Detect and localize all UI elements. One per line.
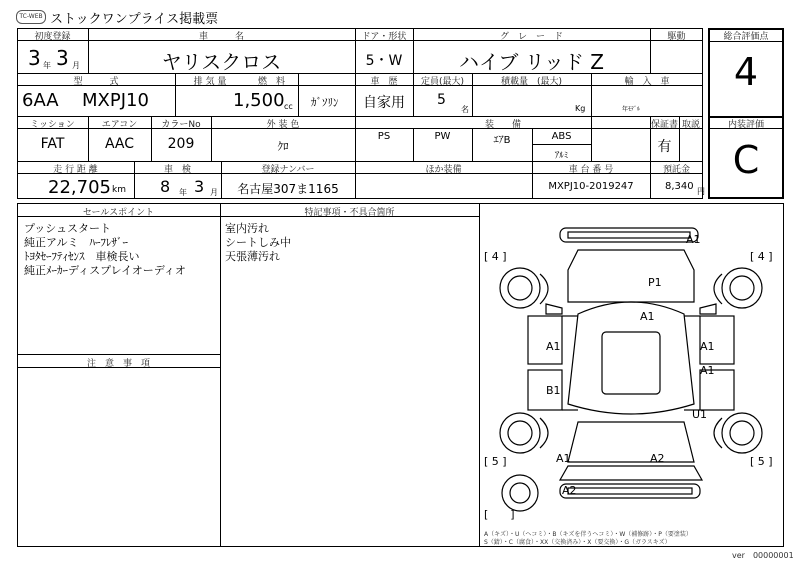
capacity-unit: 名 — [461, 105, 469, 114]
model-code: MXPJ10 — [82, 90, 149, 111]
capacity-header: 定員(最大) — [420, 77, 465, 87]
list-item: 室内汚れ — [225, 222, 269, 235]
license-plate: 名古屋307ま1165 — [237, 182, 339, 196]
list-item: プッシュスタート — [24, 222, 112, 235]
inspection-month: 3 — [194, 177, 205, 196]
equip-ps: PS — [377, 131, 391, 142]
month-unit: 月 — [72, 61, 80, 70]
displacement: 1,500 — [233, 90, 285, 111]
version: ver 00000001 — [732, 551, 794, 560]
mileage-header: 走 行 距 離 — [53, 165, 98, 175]
special-notes-list — [225, 222, 291, 264]
damage-mark: A1 — [640, 310, 655, 323]
damage-mark: A2 — [650, 452, 665, 465]
sales-points-list — [24, 222, 186, 278]
insp-month-unit: 月 — [210, 188, 218, 197]
color-no-header: カラーNo — [161, 120, 201, 130]
damage-mark: A1 — [700, 340, 715, 353]
mileage: 22,705 — [48, 177, 111, 198]
fuel-header: 燃 料 — [257, 77, 285, 87]
damage-mark: U1 — [692, 408, 708, 421]
model-prefix: 6AA — [22, 90, 59, 111]
damage-mark: B1 — [546, 384, 561, 397]
door-type: 5・W — [365, 53, 403, 69]
spare-tire: [ ] — [484, 508, 515, 521]
page-title: ストックワンプライス掲載票 — [50, 12, 219, 27]
import-header: 輸 入 車 — [624, 77, 670, 87]
deposit-header: 預託金 — [662, 165, 690, 175]
ext-color-header: 外 装 色 — [266, 120, 300, 130]
other-equip-header: ほか装備 — [425, 165, 462, 175]
damage-mark: P1 — [648, 276, 662, 289]
list-item: 天張薄汚れ — [225, 250, 280, 263]
damage-mark: A1 — [700, 364, 715, 377]
plate-header: 登録ナンバー — [261, 165, 315, 175]
displacement-header-text: 排 気 量 — [193, 77, 227, 87]
caution-heading: 注 意 事 項 — [86, 359, 150, 369]
car-name: ヤリスクロス — [161, 50, 282, 74]
ext-color: ｸﾛ — [277, 140, 289, 153]
displacement-header — [175, 74, 298, 87]
interior-score-header: 内装評価 — [727, 120, 764, 130]
drive-header: 駆動 — [667, 32, 686, 42]
damage-mark: A1 — [556, 452, 571, 465]
aircon-header: エアコン — [101, 120, 138, 130]
equip-alloy: ｱﾙﾐ — [554, 151, 569, 161]
first-reg-header: 初度登録 — [34, 32, 71, 42]
chassis-number: MXPJ10-2019247 — [548, 181, 634, 192]
inspection-header: 車 検 — [163, 165, 191, 175]
fuel: ｶﾞｿﾘﾝ — [311, 96, 339, 109]
legend-line-2: S（錆）・C（腐食）・XX（交換済み）・X（要交換）・G（ガラスキズ） — [484, 539, 671, 546]
list-item: 純正ﾒｰｶｰディスプレイオーディオ — [24, 264, 186, 277]
list-item: ﾄﾖﾀｾｰﾌﾃｨｾﾝｽ 車検長い — [24, 250, 140, 263]
tire-rear-right: [ 5 ] — [750, 455, 773, 468]
category-header: 車 歴 — [370, 77, 398, 87]
first-reg-year: 3 — [28, 46, 41, 70]
damage-diagram — [480, 204, 783, 546]
deposit: 8,340 — [665, 181, 694, 192]
mileage-unit: km — [112, 185, 126, 195]
sales-points-heading: セールスポイント — [82, 208, 155, 218]
disp-unit: cc — [284, 102, 293, 111]
overall-score: 4 — [733, 50, 759, 94]
warranty-header: 保証書 — [650, 120, 678, 130]
equip-pw: PW — [434, 131, 451, 142]
tire-rear-left: [ 5 ] — [484, 455, 507, 468]
logo: TC-WEB — [16, 10, 46, 24]
equip-airbag: ｴｱB — [493, 135, 511, 146]
aircon: AAC — [104, 136, 135, 152]
damage-mark: A1 — [686, 233, 701, 246]
manual-header: 取説 — [681, 120, 700, 130]
list-item: シートしみ中 — [225, 236, 291, 249]
legend-line-1: A（キズ）・U（ヘコミ）・B（キズを伴うヘコミ）・W（補修跡）・P（要塗装） — [484, 531, 692, 538]
vehicle-category: 自家用 — [363, 95, 405, 111]
car-name-header: 車 名 — [198, 32, 244, 42]
grade: ハイブ リッド Z — [458, 50, 605, 74]
list-item: 純正アルミ ﾊｰﾌﾚｻﾞｰ — [24, 236, 129, 249]
mission: FAT — [40, 136, 65, 152]
warranty: 有 — [657, 139, 672, 155]
mission-header: ミッション — [30, 120, 75, 130]
damage-mark: A2 — [562, 484, 577, 497]
color-no: 209 — [167, 136, 195, 152]
equipment-header: 装 備 — [484, 120, 521, 130]
load-unit: Kg — [575, 104, 586, 113]
interior-score: C — [732, 138, 760, 182]
equip-abs: ABS — [551, 131, 572, 142]
year-unit: 年 — [43, 61, 51, 70]
deposit-unit: 円 — [697, 187, 705, 196]
inspection-year: 8 — [160, 177, 171, 196]
tire-front-right: [ 4 ] — [750, 250, 773, 263]
overall-score-header: 総合評価点 — [723, 32, 769, 42]
special-notes-heading: 特記事項・不具合箇所 — [304, 208, 395, 218]
chassis-header: 車 台 番 号 — [568, 165, 614, 175]
insp-year-unit: 年 — [179, 188, 187, 197]
grade-header: グ レ ー ド — [499, 32, 563, 42]
year-model: 年ﾓﾃﾞﾙ — [622, 106, 641, 113]
model-header: 型 式 — [73, 77, 119, 87]
capacity: 5 — [437, 92, 446, 108]
first-reg-month: 3 — [56, 46, 69, 70]
tire-front-left: [ 4 ] — [484, 250, 507, 263]
load-header: 積載量 (最大) — [500, 77, 563, 87]
door-header: ドア・形状 — [361, 32, 407, 42]
damage-mark: A1 — [546, 340, 561, 353]
